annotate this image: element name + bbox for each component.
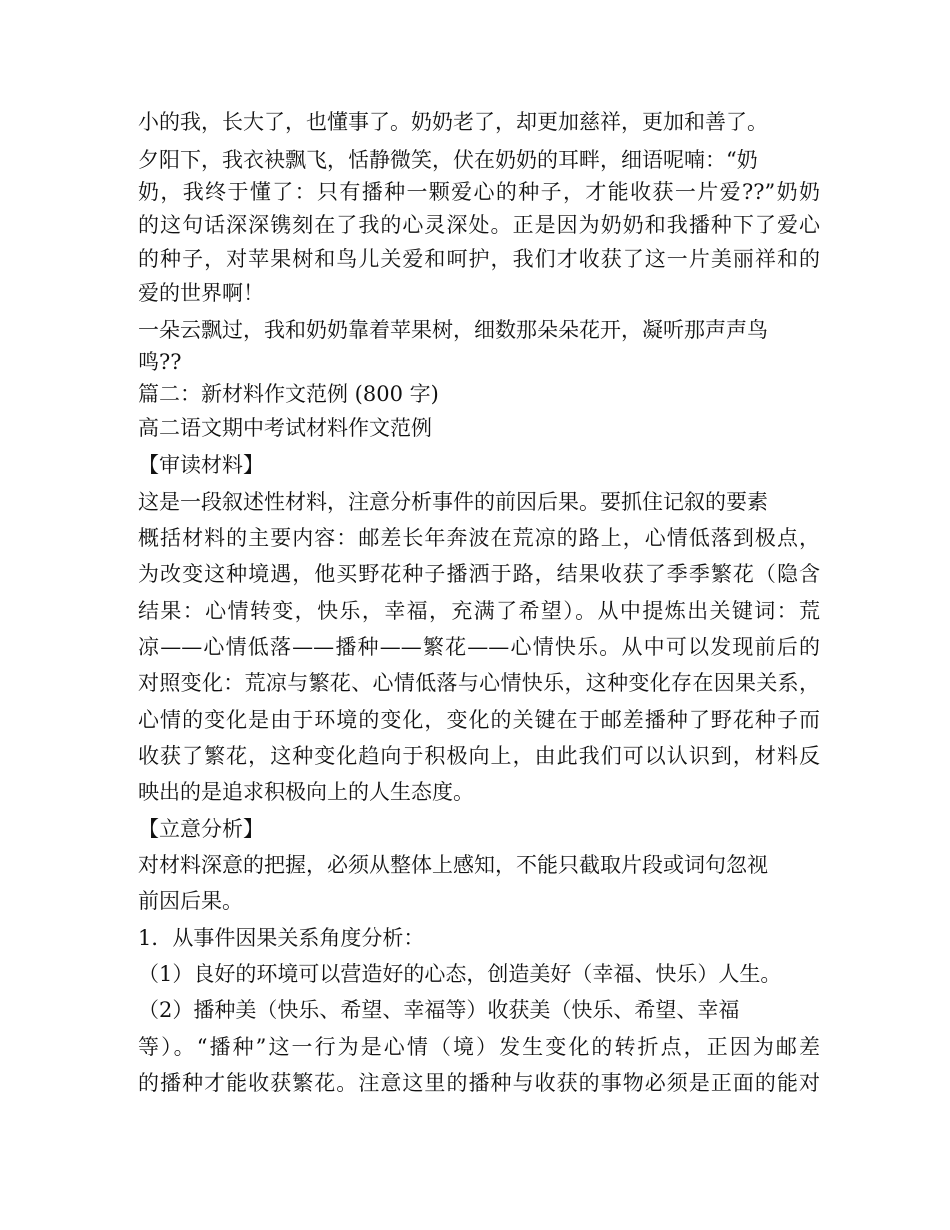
text-line: 鸣?? <box>138 350 182 374</box>
text-line: 前因后果。 <box>138 889 243 913</box>
subheading: 高二语文期中考试材料作文范例 <box>138 416 432 440</box>
section-label-analysis: 【立意分析】 <box>138 817 264 841</box>
text-line: 结果：心情转变，快乐，幸福，充满了希望）。从中提炼出关键词：荒 <box>138 599 820 623</box>
text-line: 的种子，对苹果树和鸟儿关爱和呵护，我们才收获了这一片美丽祥和的 <box>138 247 820 271</box>
text-line: 这是一段叙述性材料，注意分析事件的前因后果。要抓住记叙的要素 <box>138 490 768 514</box>
text-line: 的播种才能收获繁花。注意这里的播种与收获的事物必须是正面的能对 <box>138 1071 820 1095</box>
numbered-item: 1．从事件因果关系角度分析： <box>138 926 425 950</box>
section-label-review: 【审读材料】 <box>138 453 264 477</box>
text-line: 等）。“播种”这一行为是心情（境）发生变化的转折点，正因为邮差 <box>138 1035 820 1059</box>
text-line: 对照变化：荒凉与繁花、心情低落与心情快乐，这种变化存在因果关系， <box>138 671 820 695</box>
text-line: 爱的世界啊！ <box>138 281 264 305</box>
text-line: 奶，我终于懂了：只有播种一颗爱心的种子，才能收获一片爱??”奶奶 <box>138 180 820 204</box>
text-line: （2）播种美（快乐、希望、幸福等）收获美（快乐、希望、幸福 <box>138 998 740 1022</box>
text-line: （1）良好的环境可以营造好的心态，创造美好（幸福、快乐）人生。 <box>138 962 782 986</box>
text-line: 一朵云飘过，我和奶奶靠着苹果树，细数那朵朵花开，凝听那声声鸟 <box>138 318 768 342</box>
text-line: 映出的是追求积极向上的人生态度。 <box>138 780 474 804</box>
text-line: 的这句话深深镌刻在了我的心灵深处。正是因为奶奶和我播种下了爱心 <box>138 213 820 237</box>
text-line: 凉——心情低落——播种——繁花——心情快乐。从中可以发现前后的 <box>138 635 820 659</box>
text-line: 心情的变化是由于环境的变化，变化的关键在于邮差播种了野花种子而 <box>138 708 820 732</box>
text-line: 小的我，长大了，也懂事了。奶奶老了，却更加慈祥，更加和善了。 <box>138 110 768 134</box>
text-line: 为改变这种境遇，他买野花种子播洒于路，结果收获了季季繁花（隐含 <box>138 562 820 586</box>
text-line: 收获了繁花，这种变化趋向于积极向上，由此我们可以认识到，材料反 <box>138 744 820 768</box>
text-line: 夕阳下，我衣袂飘飞，恬静微笑，伏在奶奶的耳畔，细语呢喃：“奶 <box>138 148 758 172</box>
text-line: 概括材料的主要内容：邮差长年奔波在荒凉的路上，心情低落到极点， <box>138 526 820 550</box>
section-heading: 篇二：新材料作文范例 (800 字) <box>138 382 439 406</box>
text-line: 对材料深意的把握，必须从整体上感知，不能只截取片段或词句忽视 <box>138 853 768 877</box>
